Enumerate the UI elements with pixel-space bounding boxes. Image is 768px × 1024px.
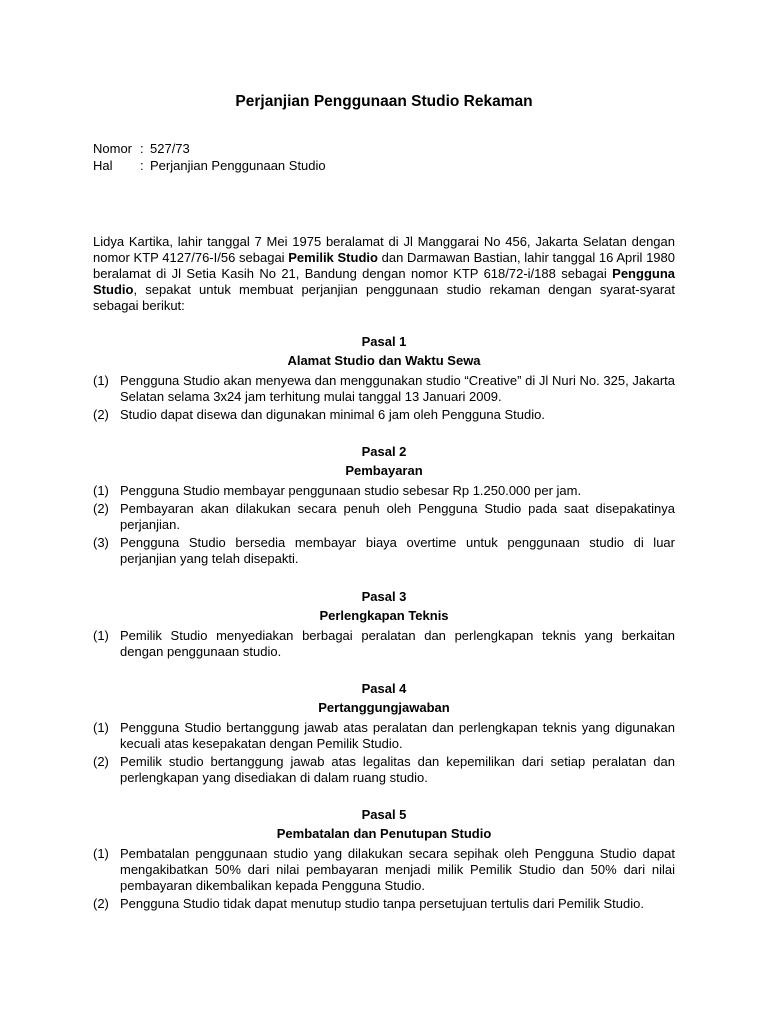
pasal-heading: Perlengkapan Teknis xyxy=(319,608,449,623)
pasal-section xyxy=(93,444,675,567)
pasal-number: Pasal 1 xyxy=(361,334,407,349)
clause-text: Studio dapat disewa dan digunakan minimal 6 jam oleh Pengguna Studio. xyxy=(120,407,545,422)
intro-text: dan Darmawan Bastian, lahir tanggal 16 April 1980 beralamat di Jl Setia Kasih No 21, Bandung dengan nomor KTP 618/72-i/188 sebagai xyxy=(93,250,675,281)
intro-text: , sepakat untuk membuat perjanjian penggunaan studio rekaman dengan syarat-syarat sebagai berikut: xyxy=(93,282,675,313)
intro-paragraph xyxy=(93,234,675,314)
clause xyxy=(93,483,675,499)
meta-label: Nomor xyxy=(93,141,133,156)
clause-number: (3) xyxy=(93,535,109,550)
clause-number: (2) xyxy=(93,896,109,911)
clause-number: (2) xyxy=(93,501,109,516)
pasal-number: Pasal 5 xyxy=(361,807,407,822)
pasal-heading: Pembatalan dan Penutupan Studio xyxy=(276,826,492,841)
clause-number: (2) xyxy=(93,407,109,422)
clause-text: Pengguna Studio membayar penggunaan studio sebesar Rp 1.250.000 per jam. xyxy=(120,483,582,498)
clause-number: (1) xyxy=(93,846,109,861)
pasal-number: Pasal 2 xyxy=(361,444,407,459)
clause-text: Pengguna Studio bersedia membayar biaya overtime untuk penggunaan studio di luar perjanjian yang telah disepakti. xyxy=(120,535,675,566)
meta-value: 527/73 xyxy=(150,141,190,156)
clause xyxy=(93,720,675,752)
clause-text: Pemilik studio bertanggung jawab atas legalitas dan kepemilikan dari setiap peralatan dan perlengkapan yang disediakan di dalam ruang studio. xyxy=(120,754,675,785)
clause xyxy=(93,846,675,894)
clause xyxy=(93,896,675,912)
pasal-section xyxy=(93,681,675,786)
clause xyxy=(93,373,675,405)
clause xyxy=(93,628,675,660)
clause-text: Pengguna Studio akan menyewa dan menggunakan studio “Creative” di Jl Nuri No. 325, Jakarta Selatan selama 3x24 jam terhitung mulai tanggal 13 Januari 2009. xyxy=(120,373,675,404)
pasal-section xyxy=(93,807,675,912)
meta-label: Hal xyxy=(93,158,113,173)
pasal-heading: Pertanggungjawaban xyxy=(318,700,450,715)
pasal-heading: Alamat Studio dan Waktu Sewa xyxy=(287,353,481,368)
pasal-section xyxy=(93,334,675,423)
meta-row-hal xyxy=(93,158,326,175)
clause xyxy=(93,535,675,567)
meta-separator: : xyxy=(140,158,144,173)
clause xyxy=(93,501,675,533)
clause-number: (1) xyxy=(93,483,109,498)
intro-text: Lidya Kartika, lahir tanggal 7 Mei 1975 beralamat di Jl Manggarai No 456, Jakarta Selatan dengan nomor KTP 4127/76-I/56 sebagai xyxy=(93,234,675,265)
pasal-number: Pasal 4 xyxy=(361,681,407,696)
clause-number: (1) xyxy=(93,373,109,388)
clause-text: Pengguna Studio tidak dapat menutup studio tanpa persetujuan tertulis dari Pemilik Studio. xyxy=(120,896,644,911)
intro-bold-text: Pengguna Studio xyxy=(93,266,675,297)
meta-value: Perjanjian Penggunaan Studio xyxy=(150,158,326,173)
document-title: Perjanjian Penggunaan Studio Rekaman xyxy=(235,93,533,110)
clause xyxy=(93,754,675,786)
pasal-number: Pasal 3 xyxy=(361,589,407,604)
clause-number: (1) xyxy=(93,628,109,643)
clause-number: (1) xyxy=(93,720,109,735)
clause-text: Pembayaran akan dilakukan secara penuh oleh Pengguna Studio pada saat disepakatinya perjanjian. xyxy=(120,501,675,532)
pasal-heading: Pembayaran xyxy=(345,463,423,478)
clause-text: Pemilik Studio menyediakan berbagai peralatan dan perlengkapan teknis yang berkaitan dengan penggunaan studio. xyxy=(120,628,675,659)
pasal-section xyxy=(93,589,675,660)
clause xyxy=(93,407,675,423)
clause-number: (2) xyxy=(93,754,109,769)
intro-bold-text: Pemilik Studio xyxy=(288,250,378,265)
clause-text: Pengguna Studio bertanggung jawab atas peralatan dan perlengkapan teknis yang digunakan kecuali atas kesepakatan dengan Pemilik Studio. xyxy=(120,720,675,751)
clause-text: Pembatalan penggunaan studio yang dilakukan secara sepihak oleh Pengguna Studio dapat mengakibatkan 50% dari nilai pembayaran menjadi milik Pemilik Studio dan 50% dari nilai pembayaran dikembalikan kepada Pengguna Studio. xyxy=(120,846,675,893)
meta-row-nomor xyxy=(93,141,326,158)
meta-separator: : xyxy=(140,141,144,156)
document-meta xyxy=(93,141,326,175)
